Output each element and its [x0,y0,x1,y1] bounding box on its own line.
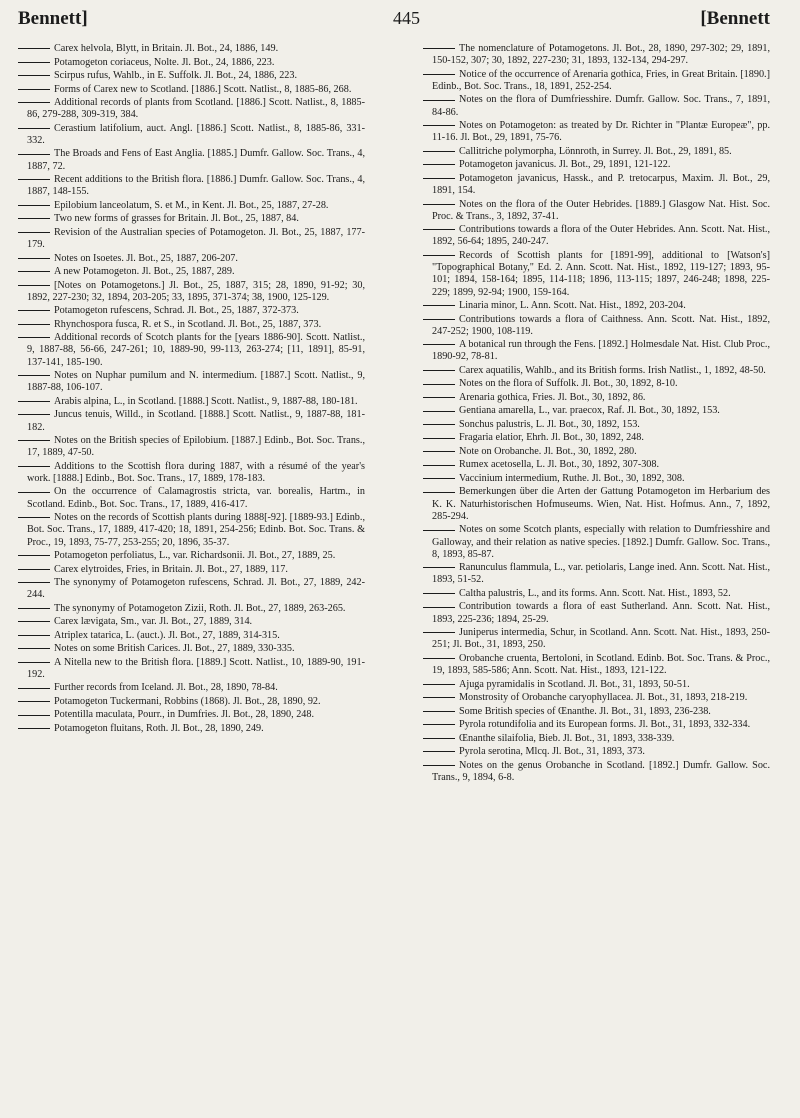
bibliography-entry [18,43,365,55]
entry-text: Further records from Iceland. Jl. Bot., 28, 1890, 78-84. [54,682,278,694]
ditto-dash [18,701,50,702]
bibliography-entry [423,706,770,718]
ditto-dash [18,232,50,233]
entry-text: Potamogeton coriaceus, Nolte. Jl. Bot., 24, 1886, 223. [54,56,275,68]
ditto-dash [423,397,455,398]
bibliography-entry [423,653,770,677]
ditto-dash [18,582,50,583]
bibliography-entry [423,432,770,444]
bibliography-entry [18,148,365,172]
ditto-dash [18,179,50,180]
ditto-dash [18,492,50,493]
entry-text: Notes on the records of Scottish plants during 1888[-92]. [1889-93.] Edinb., Bot. Soc. Trans., 17, 1889, 417-420; 18, 1891, 254-256; Edinb. Bot. Soc. Trans. & Proc., 19, 1893, 75-77, 253-255; 20, 1896, 35-37. [27,512,365,548]
entry-text: Notes on Isoetes. Jl. Bot., 25, 1887, 206-207. [54,252,238,264]
bibliography-entry [18,305,365,317]
ditto-dash [18,310,50,311]
entry-text: Recent additions to the British flora. [1886.] Dumfr. Gallow. Soc. Trans., 4, 1887, 148-155. [27,174,365,198]
bibliography-entry [423,199,770,223]
ditto-dash [423,255,455,256]
entry-text: Notes on the flora of Dumfriesshire. Dumfr. Gallow. Soc. Trans., 7, 1891, 84-86. [432,94,770,118]
entry-text: Potamogeton perfoliatus, L., var. Richardsonii. Jl. Bot., 27, 1889, 25. [54,550,336,562]
ditto-dash [18,635,50,636]
entry-text: Some British species of Œnanthe. Jl. Bot., 31, 1893, 236-238. [459,705,711,717]
entry-text: Pyrola serotina, Mlcq. Jl. Bot., 31, 1893, 373. [459,746,645,758]
entry-text: Fragaria elatior, Ehrh. Jl. Bot., 30, 1892, 248. [459,432,644,444]
ditto-dash [18,608,50,609]
running-head-left: Bennett] [18,8,88,29]
ditto-dash [18,555,50,556]
entry-text: Notes on Nuphar pumilum and N. intermedium. [1887.] Scott. Natlist., 9, 1887-88, 106-107. [27,370,365,394]
bibliography-entry [423,314,770,338]
entry-text: The Broads and Fens of East Anglia. [1885.] Dumfr. Gallow. Soc. Trans., 4, 1887, 72. [27,148,365,172]
entry-text: The synonymy of Potamogeton rufescens, Schrad. Jl. Bot., 27, 1889, 242-244. [27,577,365,601]
ditto-dash [423,100,455,101]
ditto-dash [423,697,455,698]
entry-text: Additional records of plants from Scotland. [1886.] Scott. Natlist., 8, 1885-86, 279-288, 309-319, 384. [27,97,365,121]
entry-text: Notes on the British species of Epilobium. [1887.] Edinb., Bot. Soc. Trans., 17, 1889, 47-50. [27,435,365,459]
ditto-dash [18,324,50,325]
ditto-dash [423,593,455,594]
entry-text: Carex aquatilis, Wahlb., and its British forms. Irish Natlist., 1, 1892, 48-50. [459,364,766,376]
running-head-right: [Bennett [700,8,770,29]
bibliography-entry [423,405,770,417]
entry-text: Contribution towards a flora of east Sutherland. Ann. Scott. Nat. Hist., 1893, 225-236; 1894, 25-29. [432,601,770,625]
ditto-dash [18,662,50,663]
bibliography-entry [18,696,365,708]
bibliography-entry [18,213,365,225]
entry-text: Epilobium lanceolatum, S. et M., in Kent. Jl. Bot., 25, 1887, 27-28. [54,199,329,211]
bibliography-entry [423,627,770,651]
entry-text: Pyrola rotundifolia and its European forms. Jl. Bot., 31, 1893, 332-334. [459,719,751,731]
ditto-dash [18,375,50,376]
bibliography-entry [18,643,365,655]
ditto-dash [423,478,455,479]
bibliography-entry [423,94,770,118]
ditto-dash [18,62,50,63]
bibliography-entry [423,250,770,299]
bibliography-entry [423,159,770,171]
bibliography-entry [18,603,365,615]
bibliography-entry [18,84,365,96]
entry-text: Forms of Carex new to Scotland. [1886.] Scott. Natlist., 8, 1885-86, 268. [54,83,352,95]
bibliography-entry [423,588,770,600]
bibliography-entry [18,332,365,369]
ditto-dash [423,530,455,531]
ditto-dash [423,125,455,126]
ditto-dash [423,370,455,371]
bibliography-entry [423,679,770,691]
bibliography-entry [423,760,770,784]
entry-text: Ranunculus flammula, L., var. petiolaris, Lange ined. Ann. Scott. Nat. Hist., 1893, 51-52. [432,562,770,586]
ditto-dash [18,648,50,649]
entry-text: A new Potamogeton. Jl. Bot., 25, 1887, 289. [54,266,235,278]
entry-text: Additional records of Scotch plants for the [years 1886-90]. Scott. Natlist., 9, 1887-88, 56-66, 247-261; 10, 1889-90, 99-113, 263-274; [11, 1891], 85-91, 137-141, 185-190. [27,332,365,368]
bibliography-entry [423,69,770,93]
bibliography-entry [423,43,770,67]
bibliography-entry [423,146,770,158]
ditto-dash [423,411,455,412]
ditto-dash [423,711,455,712]
entry-text: Arabis alpina, L., in Scotland. [1888.] Scott. Natlist., 9, 1887-88, 180-181. [54,395,358,407]
bibliography-entry [423,120,770,144]
bibliography-entry [423,224,770,248]
ditto-dash [18,414,50,415]
ditto-dash [423,384,455,385]
bibliography-entry [423,692,770,704]
ditto-dash [423,658,455,659]
ditto-dash [423,319,455,320]
left-column [18,43,365,736]
bibliography-entry [18,174,365,198]
entry-text: Vaccinium intermedium, Ruthe. Jl. Bot., 30, 1892, 308. [459,472,685,484]
entry-text: Linaria minor, L. Ann. Scott. Nat. Hist., 1892, 203-204. [459,300,686,312]
bibliography-entry [18,657,365,681]
entry-text: Contributions towards a flora of Caithness. Ann. Scott. Nat. Hist., 1892, 247-252; 1900, 108-119. [432,313,770,337]
bibliography-entry [18,435,365,459]
bibliography-entry [423,378,770,390]
entry-text: Records of Scottish plants for [1891-99], additional to [Watson's] "Topographical Botany," Ed. 2. Ann. Scott. Nat. Hist., 1892, 119-127; 1893, 95-101; 1894, 158-164; 1895, 114-118; 1896, 113-115; 1897, 246-248; 1898, 225-229; 1899, 92-94; 1900, 159-164. [432,249,770,298]
ditto-dash [423,451,455,452]
bibliography-entry [18,123,365,147]
bibliography-entry [18,409,365,433]
entry-text: Revision of the Australian species of Potamogeton. Jl. Bot., 25, 1887, 177-179. [27,226,365,251]
entry-text: Note on Orobanche. Jl. Bot., 30, 1892, 280. [459,445,637,457]
entry-text: Notes on some Scotch plants, especially with relation to Dumfriesshire and Galloway, and their relation as native species. [1892.] Dumfr. Gallow. Soc. Trans., 8, 1893, 85-87. [432,524,770,560]
bibliography-entry [18,630,365,642]
entry-text: Additions to the Scottish flora during 1887, with a résumé of the year's work. [1888.] Edinb., Bot. Soc. Trans., 17, 1889, 178-183. [27,460,365,484]
bibliography-entry [18,682,365,694]
entry-text: Potentilla maculata, Pourr., in Dumfries. Jl. Bot., 28, 1890, 248. [54,709,315,721]
bibliography-entry [18,461,365,485]
ditto-dash [18,102,50,103]
ditto-dash [423,229,455,230]
ditto-dash [423,438,455,439]
ditto-dash [18,48,50,49]
bibliography-entry [423,365,770,377]
bibliography-entry [18,70,365,82]
bibliography-entry [18,577,365,601]
entry-text: A Nitella new to the British flora. [1889.] Scott. Natlist., 10, 1889-90, 191-192. [27,656,365,680]
bibliography-entry [18,396,365,408]
ditto-dash [423,765,455,766]
bibliography-entry [18,564,365,576]
ditto-dash [18,128,50,129]
bibliography-entry [18,227,365,251]
ditto-dash [18,75,50,76]
entry-text: On the occurrence of Calamagrostis stricta, var. borealis, Hartm., in Scotland. Edinb., Bot. Soc. Trans., 17, 1889, 416-417. [27,486,365,510]
ditto-dash [18,89,50,90]
bibliography-entry [18,370,365,394]
ditto-dash [423,567,455,568]
ditto-dash [423,204,455,205]
entry-text: Notes on Potamogeton: as treated by Dr. Richter in "Plantæ Europeæ", pp. 11-16. Jl. Bot., 29, 1891, 75-76. [432,120,770,144]
entry-text: Potamogeton javanicus, Hassk., and P. tretocarpus, Maxim. Jl. Bot., 29, 1891, 154. [432,172,770,197]
ditto-dash [18,401,50,402]
entry-text: Potamogeton javanicus. Jl. Bot., 29, 1891, 121-122. [459,159,671,171]
entry-text: Rhynchospora fusca, R. et S., in Scotland. Jl. Bot., 25, 1887, 373. [54,318,322,330]
bibliography-entry [423,173,770,197]
bibliography-entry [423,719,770,731]
bibliography-entry [423,601,770,625]
ditto-dash [423,632,455,633]
entry-text: Rumex acetosella, L. Jl. Bot., 30, 1892, 307-308. [459,459,660,471]
ditto-dash [18,517,50,518]
bibliography-entry [18,200,365,212]
bibliography-entry [18,97,365,121]
ditto-dash [18,466,50,467]
ditto-dash [423,74,455,75]
bibliography-entry [423,446,770,458]
entry-text: Monstrosity of Orobanche caryophyllacea. Jl. Bot., 31, 1893, 218-219. [459,692,748,704]
bibliography-entry [423,339,770,363]
bibliography-entry [18,280,365,304]
ditto-dash [18,728,50,729]
ditto-dash [18,271,50,272]
bibliography-entry [423,300,770,312]
entry-text: Notes on the genus Orobanche in Scotland. [1892.] Dumfr. Gallow. Soc. Trans., 9, 1894, 6-8. [432,759,770,783]
bibliography-entry [423,473,770,485]
entry-text: Cerastium latifolium, auct. Angl. [1886.] Scott. Natlist., 8, 1885-86, 331-332. [27,122,365,146]
bibliography-entry [18,723,365,735]
bibliography-entry [18,266,365,278]
entry-text: Juniperus intermedia, Schur, in Scotland. Ann. Scott. Nat. Hist., 1893, 250-251; Jl. Bot., 31, 1893, 250. [432,627,770,651]
bibliography-entry [423,392,770,404]
ditto-dash [423,465,455,466]
entry-text: Potamogeton fluitans, Roth. Jl. Bot., 28, 1890, 249. [54,722,264,734]
page-number: 445 [393,8,420,28]
entry-text: The nomenclature of Potamogetons. Jl. Bot., 28, 1890, 297-302; 29, 1891, 150-152, 307; 30, 1892, 227-230; 31, 1893, 132-134, 294-297. [432,43,770,67]
ditto-dash [423,684,455,685]
entry-text: Juncus tenuis, Willd., in Scotland. [1888.] Scott. Natlist., 9, 1887-88, 181-182. [27,409,365,433]
entry-text: Carex helvola, Blytt, in Britain. Jl. Bot., 24, 1886, 149. [54,43,279,54]
entry-text: Carex elytroides, Fries, in Britain. Jl. Bot., 27, 1889, 117. [54,563,288,575]
bibliography-entry [423,459,770,471]
ditto-dash [423,751,455,752]
ditto-dash [18,688,50,689]
entry-text: Contributions towards a flora of the Outer Hebrides. Ann. Scott. Nat. Hist., 1892, 56-64; 1895, 240-247. [432,224,770,248]
bibliography-entry [423,486,770,523]
ditto-dash [423,738,455,739]
entry-text: Notice of the occurrence of Arenaria gothica, Fries, in Great Britain. [1890.] Edinb., Bot. Soc. Trans., 18, 1891, 252-254. [432,68,770,92]
bibliography-entry [423,746,770,758]
bibliography-entry [18,486,365,510]
bibliography-entry [423,562,770,586]
entry-text: The synonymy of Potamogeton Zizii, Roth. Jl. Bot., 27, 1889, 263-265. [54,602,346,614]
right-column [423,43,770,785]
bibliography-entry [423,733,770,745]
ditto-dash [18,440,50,441]
entry-text: Atriplex tatarica, L. (auct.). Jl. Bot., 27, 1889, 314-315. [54,629,280,641]
page-header [0,0,800,36]
bibliography-entry [18,319,365,331]
ditto-dash [423,48,455,49]
entry-text: Œnanthe silaifolia, Bieb. Jl. Bot., 31, 1893, 338-339. [459,732,675,744]
entry-text: Sonchus palustris, L. Jl. Bot., 30, 1892, 153. [459,418,640,430]
bibliography-entry [18,253,365,265]
entry-text: Arenaria gothica, Fries. Jl. Bot., 30, 1892, 86. [459,391,646,403]
ditto-dash [423,151,455,152]
entry-text: Callitriche polymorpha, Lönnroth, in Surrey. Jl. Bot., 29, 1891, 85. [459,145,732,157]
entry-text: A botanical run through the Fens. [1892.] Holmesdale Nat. Hist. Club Proc., 1890-92, 78-81. [432,339,770,363]
bibliography-entry [18,709,365,721]
entry-text: Caltha palustris, L., and its forms. Ann. Scott. Nat. Hist., 1893, 52. [459,587,731,599]
bibliography-entry [18,550,365,562]
ditto-dash [18,621,50,622]
bibliography-entry [18,57,365,69]
ditto-dash [18,258,50,259]
ditto-dash [18,205,50,206]
entry-text: Ajuga pyramidalis in Scotland. Jl. Bot., 31, 1893, 50-51. [459,678,690,690]
entry-text: Notes on the flora of Suffolk. Jl. Bot., 30, 1892, 8-10. [459,378,678,390]
ditto-dash [423,344,455,345]
bibliography-entry [18,512,365,549]
ditto-dash [18,569,50,570]
entry-text: [Notes on Potamogetons.] Jl. Bot., 25, 1887, 315; 28, 1890, 91-92; 30, 1892, 227-230; 32, 1894, 203-205; 33, 1895, 371-374; 38, 1900, 125-129. [27,279,365,303]
entry-text: Scirpus rufus, Wahlb., in E. Suffolk. Jl. Bot., 24, 1886, 223. [54,70,298,81]
ditto-dash [423,492,455,493]
ditto-dash [18,715,50,716]
ditto-dash [423,724,455,725]
entry-text: Potamogeton Tuckermani, Robbins (1868). Jl. Bot., 28, 1890, 92. [54,695,321,707]
ditto-dash [423,424,455,425]
entry-text: Orobanche cruenta, Bertoloni, in Scotland. Edinb. Bot. Soc. Trans. & Proc., 19, 1893, 585-586; Ann. Scott. Nat. Hist., 1893, 121-122. [432,652,770,677]
bibliography-entry [423,524,770,561]
entry-text: Two new forms of grasses for Britain. Jl. Bot., 25, 1887, 84. [54,213,299,225]
ditto-dash [423,607,455,608]
entry-text: Notes on some British Carices. Jl. Bot., 27, 1889, 330-335. [54,643,295,655]
ditto-dash [18,337,50,338]
bibliography-entry [423,419,770,431]
ditto-dash [18,154,50,155]
bibliography-entry [18,616,365,628]
ditto-dash [423,305,455,306]
ditto-dash [423,164,455,165]
ditto-dash [423,178,455,179]
entry-text: Carex lævigata, Sm., var. Jl. Bot., 27, 1889, 314. [54,616,253,628]
entry-text: Bemerkungen über die Arten der Gattung Potamogeton im Herbarium des K. K. Naturhistorischen Hofmuseums. Wien, Nat. Hist. Hofmus. Ann., 7, 1892, 285-294. [432,486,770,522]
entry-text: Potamogeton rufescens, Schrad. Jl. Bot., 25, 1887, 372-373. [54,305,299,317]
entry-text: Gentiana amarella, L., var. praecox, Raf. Jl. Bot., 30, 1892, 153. [459,405,720,417]
ditto-dash [18,285,50,286]
ditto-dash [18,218,50,219]
entry-text: Notes on the flora of the Outer Hebrides. [1889.] Glasgow Nat. Hist. Soc. Proc. & Trans., 3, 1892, 37-41. [432,198,770,222]
